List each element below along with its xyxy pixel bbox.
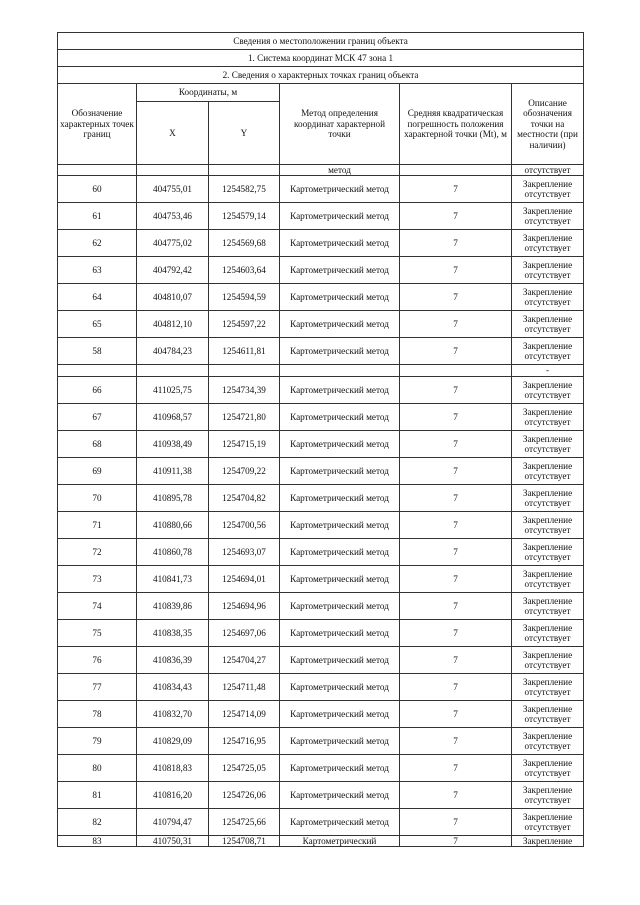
table-title: Сведения о местоположении границ объекта xyxy=(58,33,584,50)
description-cell: Закрепление отсутствует xyxy=(512,619,584,646)
coord-y: 1254716,95 xyxy=(209,727,280,754)
coord-y: 1254693,07 xyxy=(209,538,280,565)
method-cell: Картометрический метод xyxy=(280,754,400,781)
description-cell: Закрепление отсутствует xyxy=(512,781,584,808)
separator-mark: - xyxy=(512,365,584,376)
table-row xyxy=(58,511,584,538)
header-x: X xyxy=(137,102,209,165)
error-cell: 7 xyxy=(400,673,512,700)
coord-x: 410841,73 xyxy=(137,565,209,592)
coord-x: 404792,42 xyxy=(137,257,209,284)
error-cell: 7 xyxy=(400,376,512,403)
coord-x: 410750,31 xyxy=(137,835,209,846)
table-row xyxy=(58,176,584,203)
table-row xyxy=(58,619,584,646)
table-row xyxy=(58,781,584,808)
description-cell: Закрепление отсутствует xyxy=(512,230,584,257)
coord-y: 1254734,39 xyxy=(209,376,280,403)
header-y: Y xyxy=(209,102,280,165)
point-number: 61 xyxy=(58,203,137,230)
coord-y: 1254708,71 xyxy=(209,835,280,846)
point-number: 69 xyxy=(58,457,137,484)
coord-y: 1254569,68 xyxy=(209,230,280,257)
error-cell: 7 xyxy=(400,284,512,311)
coord-x: 410829,09 xyxy=(137,727,209,754)
coord-x: 410911,38 xyxy=(137,457,209,484)
description-cell: Закрепление отсутствует xyxy=(512,727,584,754)
coord-y: 1254700,56 xyxy=(209,511,280,538)
description-cell: Закрепление отсутствует xyxy=(512,511,584,538)
method-cell: Картометрический метод xyxy=(280,457,400,484)
point-number: 62 xyxy=(58,230,137,257)
method-cell: Картометрический метод xyxy=(280,619,400,646)
point-number: 76 xyxy=(58,646,137,673)
table-row xyxy=(58,311,584,338)
description-cell: Закрепление отсутствует xyxy=(512,754,584,781)
description-cell: Закрепление отсутствует xyxy=(512,257,584,284)
description-cell: Закрепление отсутствует xyxy=(512,311,584,338)
coord-y: 1254611,81 xyxy=(209,338,280,365)
coord-y: 1254597,22 xyxy=(209,311,280,338)
header-description: Описание обозначения точки на местности (при наличии) xyxy=(512,84,584,165)
continuation-method: метод xyxy=(280,165,400,176)
table-row xyxy=(58,430,584,457)
table-row xyxy=(58,457,584,484)
description-cell: Закрепление отсутствует xyxy=(512,700,584,727)
coord-x: 404810,07 xyxy=(137,284,209,311)
point-number: 68 xyxy=(58,430,137,457)
description-cell: Закрепление отсутствует xyxy=(512,176,584,203)
method-cell: Картометрический метод xyxy=(280,781,400,808)
method-cell: Картометрический метод xyxy=(280,538,400,565)
method-cell: Картометрический метод xyxy=(280,338,400,365)
coord-x: 404775,02 xyxy=(137,230,209,257)
error-cell: 7 xyxy=(400,700,512,727)
section-title: 2. Сведения о характерных точках границ объекта xyxy=(58,67,584,84)
method-cell: Картометрический метод xyxy=(280,484,400,511)
table-row xyxy=(58,484,584,511)
error-cell: 7 xyxy=(400,511,512,538)
point-number: 71 xyxy=(58,511,137,538)
coord-x: 411025,75 xyxy=(137,376,209,403)
point-number: 70 xyxy=(58,484,137,511)
method-cell: Картометрический метод xyxy=(280,430,400,457)
error-cell: 7 xyxy=(400,257,512,284)
description-cell: Закрепление отсутствует xyxy=(512,284,584,311)
coord-y: 1254709,22 xyxy=(209,457,280,484)
point-number: 67 xyxy=(58,403,137,430)
error-cell: 7 xyxy=(400,592,512,619)
method-cell: Картометрический метод xyxy=(280,646,400,673)
coord-y: 1254694,96 xyxy=(209,592,280,619)
table-row xyxy=(58,754,584,781)
description-cell: Закрепление отсутствует xyxy=(512,203,584,230)
coord-y: 1254594,59 xyxy=(209,284,280,311)
error-cell: 7 xyxy=(400,484,512,511)
coord-x: 410818,83 xyxy=(137,754,209,781)
table-row xyxy=(58,376,584,403)
point-number: 65 xyxy=(58,311,137,338)
table-row xyxy=(58,230,584,257)
header-error: Средняя квадратическая погрешность положения характерной точки (Mt), м xyxy=(400,84,512,165)
coord-x: 410816,20 xyxy=(137,781,209,808)
description-cell: Закрепление отсутствует xyxy=(512,808,584,835)
error-cell: 7 xyxy=(400,835,512,846)
coord-x: 410860,78 xyxy=(137,538,209,565)
coord-y: 1254715,19 xyxy=(209,430,280,457)
error-cell: 7 xyxy=(400,430,512,457)
table-row xyxy=(58,203,584,230)
point-number: 79 xyxy=(58,727,137,754)
method-cell: Картометрический метод xyxy=(280,376,400,403)
coord-y: 1254579,14 xyxy=(209,203,280,230)
table-row xyxy=(58,284,584,311)
coord-x: 404753,46 xyxy=(137,203,209,230)
table-row xyxy=(58,538,584,565)
header-method: Метод определения координат характерной точки xyxy=(280,84,400,165)
point-number: 81 xyxy=(58,781,137,808)
error-cell: 7 xyxy=(400,808,512,835)
coord-x: 410895,78 xyxy=(137,484,209,511)
table-row xyxy=(58,700,584,727)
table-row xyxy=(58,646,584,673)
coord-x: 410834,43 xyxy=(137,673,209,700)
description-cell: Закрепление отсутствует xyxy=(512,538,584,565)
coord-x: 410839,86 xyxy=(137,592,209,619)
method-cell: Картометрический метод xyxy=(280,673,400,700)
coord-y: 1254721,80 xyxy=(209,403,280,430)
error-cell: 7 xyxy=(400,538,512,565)
method-cell: Картометрический метод xyxy=(280,592,400,619)
coord-x: 404812,10 xyxy=(137,311,209,338)
coord-x: 410880,66 xyxy=(137,511,209,538)
coord-y: 1254711,48 xyxy=(209,673,280,700)
method-cell: Картометрический метод xyxy=(280,230,400,257)
error-cell: 7 xyxy=(400,565,512,592)
point-number: 63 xyxy=(58,257,137,284)
point-number: 80 xyxy=(58,754,137,781)
description-cell: Закрепление отсутствует xyxy=(512,646,584,673)
description-cell: Закрепление xyxy=(512,835,584,846)
point-number: 77 xyxy=(58,673,137,700)
coord-x: 410938,49 xyxy=(137,430,209,457)
method-cell: Картометрический xyxy=(280,835,400,846)
table-row xyxy=(58,403,584,430)
description-cell: Закрепление отсутствует xyxy=(512,338,584,365)
point-number: 64 xyxy=(58,284,137,311)
table-row xyxy=(58,592,584,619)
description-cell: Закрепление отсутствует xyxy=(512,673,584,700)
header-point: Обозначение характерных точек границ xyxy=(58,84,137,165)
description-cell: Закрепление отсутствует xyxy=(512,376,584,403)
error-cell: 7 xyxy=(400,176,512,203)
table-row xyxy=(58,257,584,284)
coord-y: 1254603,64 xyxy=(209,257,280,284)
description-cell: Закрепление отсутствует xyxy=(512,592,584,619)
error-cell: 7 xyxy=(400,781,512,808)
coord-y: 1254714,09 xyxy=(209,700,280,727)
description-cell: Закрепление отсутствует xyxy=(512,403,584,430)
error-cell: 7 xyxy=(400,203,512,230)
point-number: 75 xyxy=(58,619,137,646)
coordinate-system: 1. Система координат МСК 47 зона 1 xyxy=(58,50,584,67)
coord-y: 1254726,06 xyxy=(209,781,280,808)
error-cell: 7 xyxy=(400,619,512,646)
error-cell: 7 xyxy=(400,311,512,338)
separator-row xyxy=(58,365,584,376)
error-cell: 7 xyxy=(400,646,512,673)
method-cell: Картометрический метод xyxy=(280,808,400,835)
error-cell: 7 xyxy=(400,727,512,754)
point-number: 72 xyxy=(58,538,137,565)
coord-y: 1254725,66 xyxy=(209,808,280,835)
description-cell: Закрепление отсутствует xyxy=(512,484,584,511)
coord-x: 410794,47 xyxy=(137,808,209,835)
coord-x: 410968,57 xyxy=(137,403,209,430)
method-cell: Картометрический метод xyxy=(280,257,400,284)
table-row xyxy=(58,835,584,846)
method-cell: Картометрический метод xyxy=(280,565,400,592)
point-number: 66 xyxy=(58,376,137,403)
table-row xyxy=(58,727,584,754)
point-number: 78 xyxy=(58,700,137,727)
method-cell: Картометрический метод xyxy=(280,403,400,430)
coord-y: 1254725,05 xyxy=(209,754,280,781)
coord-x: 404784,23 xyxy=(137,338,209,365)
error-cell: 7 xyxy=(400,338,512,365)
method-cell: Картометрический метод xyxy=(280,700,400,727)
coord-x: 410836,39 xyxy=(137,646,209,673)
coord-y: 1254704,82 xyxy=(209,484,280,511)
point-number: 74 xyxy=(58,592,137,619)
coord-x: 410832,70 xyxy=(137,700,209,727)
header-coords: Координаты, м xyxy=(137,84,280,102)
method-cell: Картометрический метод xyxy=(280,176,400,203)
point-number: 60 xyxy=(58,176,137,203)
coord-x: 410838,35 xyxy=(137,619,209,646)
error-cell: 7 xyxy=(400,754,512,781)
table-row xyxy=(58,338,584,365)
description-cell: Закрепление отсутствует xyxy=(512,457,584,484)
coord-x: 404755,01 xyxy=(137,176,209,203)
method-cell: Картометрический метод xyxy=(280,311,400,338)
point-number: 82 xyxy=(58,808,137,835)
error-cell: 7 xyxy=(400,403,512,430)
description-cell: Закрепление отсутствует xyxy=(512,430,584,457)
method-cell: Картометрический метод xyxy=(280,284,400,311)
method-cell: Картометрический метод xyxy=(280,203,400,230)
table-row xyxy=(58,673,584,700)
point-number: 58 xyxy=(58,338,137,365)
error-cell: 7 xyxy=(400,230,512,257)
coord-y: 1254582,75 xyxy=(209,176,280,203)
boundary-points-table xyxy=(57,32,584,847)
coord-y: 1254697,06 xyxy=(209,619,280,646)
table-row xyxy=(58,565,584,592)
coord-y: 1254704,27 xyxy=(209,646,280,673)
continuation-row xyxy=(58,165,584,176)
error-cell: 7 xyxy=(400,457,512,484)
table-row xyxy=(58,808,584,835)
point-number: 73 xyxy=(58,565,137,592)
continuation-description: отсутствует xyxy=(512,165,584,176)
method-cell: Картометрический метод xyxy=(280,511,400,538)
description-cell: Закрепление отсутствует xyxy=(512,565,584,592)
method-cell: Картометрический метод xyxy=(280,727,400,754)
coord-y: 1254694,01 xyxy=(209,565,280,592)
point-number: 83 xyxy=(58,835,137,846)
